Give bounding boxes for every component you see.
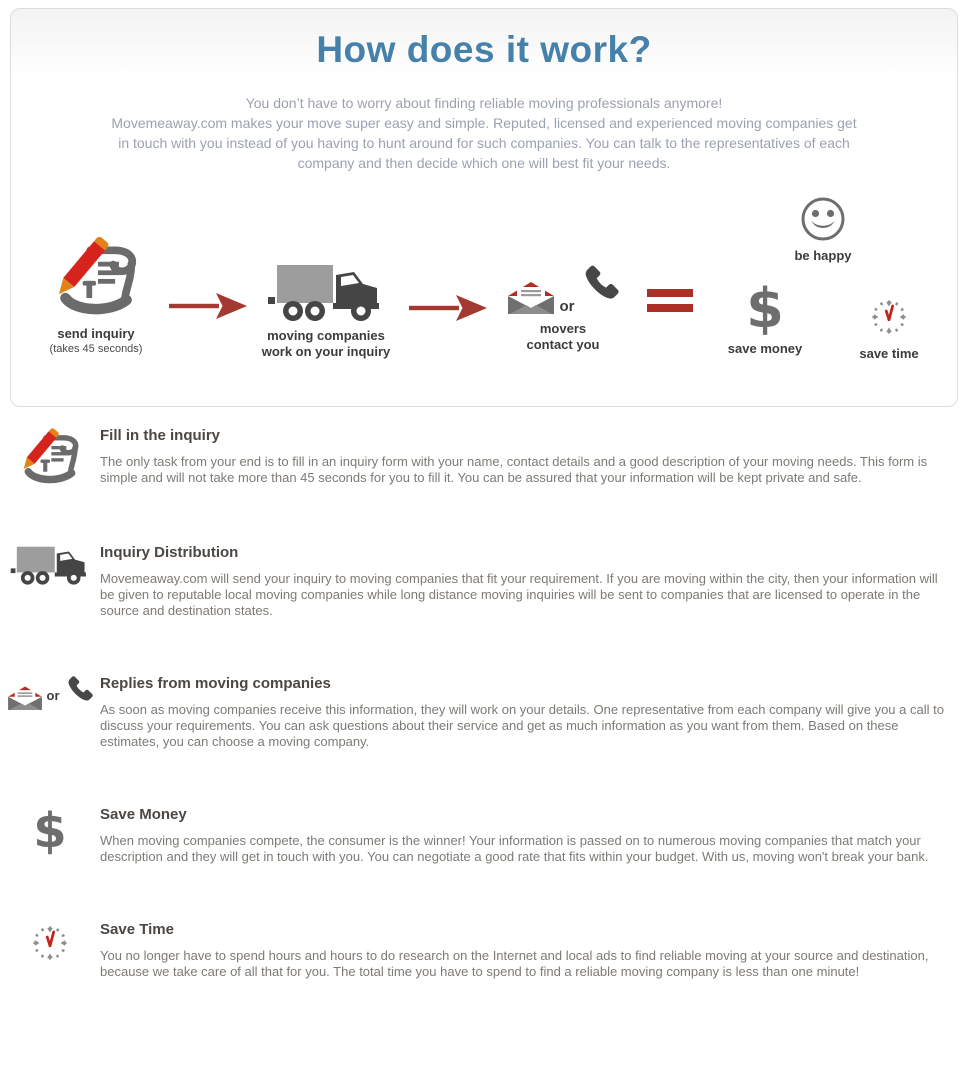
flow-result-be-happy bbox=[773, 195, 873, 264]
section-body: As soon as moving companies receive this information, they will work on your details. One representative from each company will give you a call to discuss your requirements. You can ask questions about their service and get as much information as you want from them. Based on these estimates, you can choose a moving company. bbox=[100, 702, 944, 749]
section-inquiry-distribution bbox=[0, 542, 968, 619]
flow-step-send-inquiry bbox=[26, 235, 166, 355]
section-save-money bbox=[0, 804, 968, 865]
section-heading: Save Money bbox=[100, 806, 187, 823]
dollar-icon: $ bbox=[33, 803, 67, 859]
flow-result-label: save time bbox=[859, 346, 919, 361]
flow-step-companies-work bbox=[251, 261, 401, 360]
mail-or-phone-icon bbox=[0, 673, 100, 750]
section-body: When moving companies compete, the consumer is the winner! Your information is passed on to numerous moving companies that match your description and they will get in touch with you. You can negotiate a good rate that fits within your budget. With us, moving won't break your bank. bbox=[100, 833, 929, 864]
flow-result-save-time bbox=[839, 295, 939, 362]
or-label: or bbox=[559, 298, 575, 315]
envelope-icon bbox=[8, 685, 42, 715]
moving-truck-icon bbox=[0, 542, 100, 619]
intro-paragraph bbox=[11, 93, 957, 173]
section-replies bbox=[0, 673, 968, 750]
process-flow-diagram bbox=[11, 185, 957, 380]
flow-result-save-money bbox=[715, 277, 815, 357]
section-heading: Fill in the inquiry bbox=[100, 427, 220, 444]
intro-line: You don’t have to worry about finding reliable moving professionals anymore! bbox=[245, 95, 723, 111]
clock-icon bbox=[0, 919, 100, 980]
flow-result-label: save money bbox=[727, 341, 803, 356]
moving-truck-icon bbox=[267, 310, 385, 327]
detail-sections bbox=[0, 425, 968, 980]
equals-icon bbox=[647, 289, 693, 317]
flow-step-label: work on your inquiry bbox=[261, 344, 391, 359]
flow-arrow-icon bbox=[409, 295, 487, 326]
section-save-time bbox=[0, 919, 968, 980]
flow-result-label: be happy bbox=[794, 248, 852, 263]
inquiry-pencil-scroll-icon bbox=[48, 308, 144, 325]
section-heading: Save Time bbox=[100, 921, 174, 938]
how-it-works-page bbox=[0, 8, 968, 980]
envelope-icon bbox=[508, 280, 554, 319]
section-body: Movemeaway.com will send your inquiry to moving companies that fit your requirement. If you are moving within the city, then your information will be given to reputable local moving companies while long distance moving inquiries will be sent to companies that are licensed to operate in the source and destination states. bbox=[100, 571, 938, 618]
dollar-icon: $ bbox=[746, 277, 784, 340]
flow-step-label: moving companies bbox=[267, 328, 385, 343]
intro-line: company and then decide which one will best fit your needs. bbox=[297, 155, 671, 171]
flow-step-movers-contact bbox=[493, 269, 633, 353]
flow-step-label: send inquiry bbox=[57, 326, 135, 341]
intro-line: Movemeaway.com makes your move super easy and simple. Reputed, licensed and experienced moving companies get bbox=[111, 115, 857, 131]
flow-step-label: contact you bbox=[526, 337, 600, 352]
intro-line: in touch with you instead of you having to hunt around for such companies. You can talk to the representatives of each bbox=[118, 135, 850, 151]
section-heading: Replies from moving companies bbox=[100, 675, 331, 692]
section-body: You no longer have to spend hours and hours to do research on the Internet and local ads to find reliable moving at your source and destination, because we take care of all that for you. The total time you have to spend to find a reliable moving company is less than one minute! bbox=[100, 948, 929, 979]
inquiry-pencil-scroll-icon bbox=[0, 425, 100, 488]
section-heading: Inquiry Distribution bbox=[100, 544, 239, 561]
section-fill-inquiry bbox=[0, 425, 968, 488]
phone-icon bbox=[581, 264, 619, 307]
section-body: The only task from your end is to fill in an inquiry form with your name, contact details and a good description of your moving needs. This form is simple and will not take more than 45 seconds for you to fill it. You can be assured that your information will be kept private and safe. bbox=[100, 454, 928, 485]
how-it-works-card bbox=[10, 8, 958, 407]
flow-step-label: movers bbox=[539, 321, 587, 336]
flow-arrow-icon bbox=[169, 293, 247, 324]
flow-step-sublabel: (takes 45 seconds) bbox=[49, 343, 143, 355]
smiley-icon bbox=[799, 230, 847, 247]
page-title: How does it work? bbox=[316, 29, 652, 70]
or-label: or bbox=[46, 688, 60, 703]
clock-icon bbox=[867, 326, 911, 343]
phone-icon bbox=[65, 675, 93, 708]
